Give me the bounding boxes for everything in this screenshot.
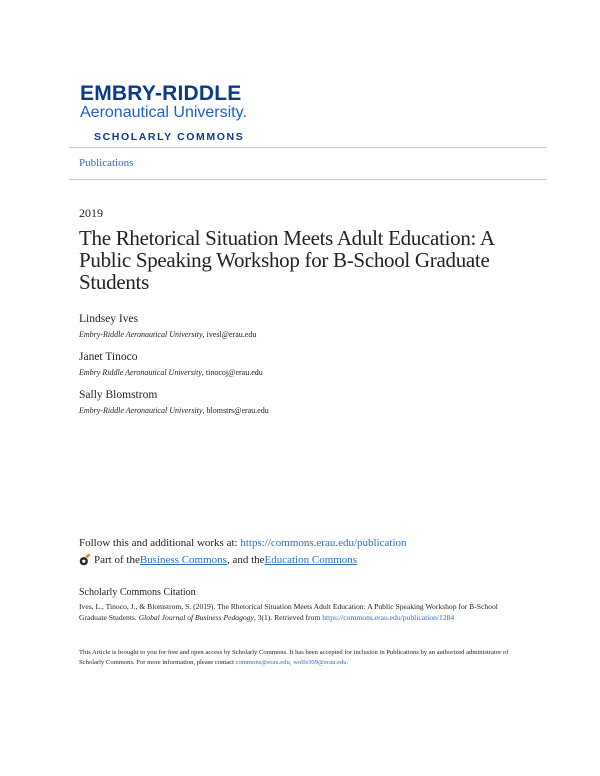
logo-line-3: SCHOLARLY COMMONS [94, 131, 245, 143]
contact-email-link[interactable]: commons@erau.edu, wolfe309@erau.edu [235, 659, 347, 666]
logo-line-1: EMBRY-RIDDLE [80, 82, 242, 105]
logo-line-2: Aeronautical University. [80, 104, 247, 121]
author-email: tinocoj@erau.edu [205, 368, 263, 377]
part-of-middle: , and the [226, 553, 265, 566]
divider-top [69, 147, 546, 148]
affiliation-name: Embry-Riddle Aeronautical University [79, 330, 203, 339]
author-email: ivesl@erau.edu [206, 330, 257, 339]
collection-url-link[interactable]: https://commons.erau.edu/publication [240, 537, 407, 549]
part-of-line [79, 553, 357, 566]
publications-link[interactable]: Publications [79, 157, 134, 169]
citation-text [79, 601, 519, 623]
university-logo [80, 83, 300, 143]
author-name: Janet Tinoco [79, 351, 138, 363]
notice-end: . [346, 659, 349, 666]
part-of-prefix: Part of the [94, 553, 140, 566]
citation-body: Ives, L., Tinoco, J., & Blomstrom, S. (2019). The Rhetorical Situation Meets Adult Education: A Public Speaking Workshop for B-School Graduate Students. [79, 602, 498, 622]
author-affiliation: Embry Riddle Aeronautical University, tinocoj@erau.edu [79, 368, 263, 377]
publication-year: 2019 [79, 206, 103, 220]
author-name: Sally Blomstrom [79, 389, 158, 401]
author-affiliation: Embry-Riddle Aeronautical University, ivesl@erau.edu [79, 330, 257, 339]
follow-text: Follow this and additional works at: [79, 537, 241, 549]
affiliation-name: Embry Riddle Aeronautical University [79, 368, 202, 377]
citation-heading: Scholarly Commons Citation [79, 587, 196, 598]
article-url-link[interactable]: https://commons.erau.edu/publication/1284 [322, 613, 455, 622]
author-affiliation: Embry-Riddle Aeronautical University, blomstrs@erau.edu [79, 406, 269, 415]
author-name: Lindsey Ives [79, 313, 139, 325]
divider-bottom [69, 179, 546, 180]
paper-title: The Rhetorical Situation Meets Adult Education: A Public Speaking Workshop for B-School Graduate Students [79, 226, 494, 294]
notice-text: This Article is brought to you for free and open access by Scholarly Commons. It has been accepted for inclusion in Publications by an authorized administrator of Scholarly Commons. For more information, please contact [79, 649, 509, 666]
access-notice [79, 648, 519, 668]
open-access-icon [79, 553, 91, 566]
follow-line [79, 537, 407, 549]
affiliation-name: Embry-Riddle Aeronautical University [79, 406, 203, 415]
author-email: blomstrs@erau.edu [206, 406, 269, 415]
author-block [79, 388, 269, 416]
author-block [79, 312, 256, 340]
education-commons-link[interactable]: Education Commons [264, 553, 358, 566]
journal-name: Global Journal of Business Pedagogy [138, 613, 254, 622]
business-commons-link[interactable]: Business Commons [139, 553, 227, 566]
author-block [79, 350, 263, 378]
citation-tail: , 3(1). Retrieved from [253, 613, 323, 622]
